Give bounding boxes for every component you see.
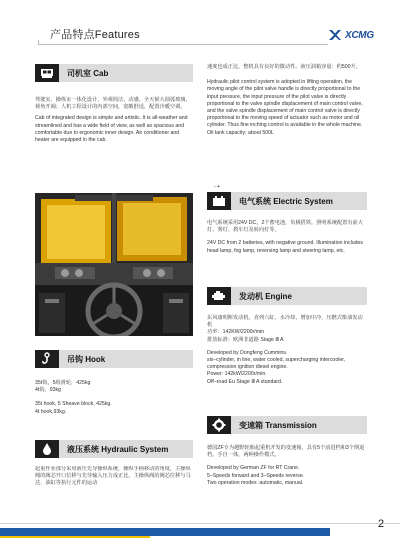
hook-banner — [35, 350, 193, 368]
page-title: 产品特点Features — [50, 29, 140, 41]
hook-icon — [41, 352, 53, 366]
cab-interior-photo — [35, 193, 193, 336]
transmission-en-line-1: Developed by German ZF for RT Crane. — [207, 465, 300, 472]
transmission-title: 变速箱 Transmission — [239, 420, 317, 430]
engine-en-line-1: Developed by Dongfeng Cummins. — [207, 349, 288, 356]
transmission-en-line-2: 5–Speeds forward and 3–Speeds reverse. — [207, 472, 305, 479]
engine-en-line-2: six–cylinder, in line, water cooled, supercharging intercooler, compression ignition diesel engine. — [207, 357, 346, 371]
electric-zh-text: 电气系统采用24V DC，2个蓄电池，负极搭铁。照明系统配置有前大灯、雾灯、刹车灯及转向灯等。 — [207, 220, 363, 234]
electric-badge — [207, 192, 231, 210]
engine-en-line-3: Power: 142kW/2200r/min. — [207, 371, 267, 378]
transmission-en-line-3: Two operation modes :automatic, manual. — [207, 479, 304, 486]
hydraulic-zh-tail: 速度也成正比，整机具有良好的微动性。液压油箱容量：约500升。 — [207, 64, 361, 70]
engine-zh-line-1: 东风康明斯发动机，直列六缸、水冷却、增加中冷，压燃式柴油发动机 — [207, 315, 363, 329]
engine-zh-line-2: 功率：142KW/2200r/min — [207, 329, 265, 336]
footer-rule — [0, 523, 400, 524]
hook-en-line-2: 4t hook,93kg. — [35, 408, 67, 415]
cab-badge — [35, 64, 59, 82]
engine-text-block — [207, 315, 367, 386]
transmission-badge — [207, 416, 231, 434]
hydraulic-zh-text: 起重作业部分采用液压先导操纵系统，操纵手柄移动的角度，主操纵阀的阀芯开口位移与先导输入压力成正比，主操纵阀的阀芯位移与马达、油缸等执行元件的运动 — [35, 466, 191, 487]
hook-text-block — [35, 380, 193, 416]
cab-title: 司机室 Cab — [67, 68, 109, 78]
gear-icon — [212, 418, 226, 432]
cab-zh-text: 驾驶室、操纵室一体化设计，外观简洁、动感。全天候大圆弧玻璃，视角开阔；人机工程设计的内部空间，宽敞舒适，配置冷暖空调。 — [35, 97, 191, 111]
footer-yellow-band — [0, 536, 150, 538]
electric-title: 电气系统 Electric System — [239, 196, 333, 206]
battery-icon — [212, 195, 226, 207]
hook-zh-line-1: 35t钩，5组滑轮，425kg — [35, 380, 91, 386]
engine-banner — [207, 287, 367, 305]
engine-badge — [207, 287, 231, 305]
battery-polarity-label: - + — [214, 184, 220, 190]
hydraulic-badge — [35, 440, 59, 458]
logo-text: XCMG — [345, 29, 374, 41]
cab-banner — [35, 64, 193, 82]
hydraulic-banner — [35, 440, 193, 458]
cab-interior-illustration — [35, 193, 193, 336]
engine-icon — [212, 290, 226, 302]
transmission-text-block — [207, 445, 367, 487]
oil-drop-icon — [41, 442, 53, 456]
electric-banner — [207, 192, 367, 210]
brand-logo — [328, 27, 380, 43]
engine-title: 发动机 Engine — [239, 291, 292, 301]
hydraulic-title: 液压系统 Hydraulic System — [67, 444, 169, 454]
crane-cab-icon — [40, 67, 54, 79]
engine-zh-line-3: 排放标准：欧洲非道路 Stage Ⅲ A — [207, 336, 284, 343]
cab-text-block — [35, 97, 193, 144]
hydraulic-en-text: Hydraulic pilot control system is adopted in lifting operation, the moving angle of the pilot valve handle is directly proportional to the input pressure, the input pressure of the pilot valve is directly proportional to the valve spindle displacement of main control valve, and the valve spindle displacement of main control valve is directly proportional to the moving speed of actuator such as motor and oil cylinder. Thus fine inching control is available in the whole machine. — [207, 79, 363, 129]
footer-blue-band — [0, 528, 330, 536]
engine-en-line-4: Off–road Eu Stage Ⅲ A standard. — [207, 378, 283, 385]
hook-badge — [35, 350, 59, 368]
hydraulic-en-tail: Oil tank capacity: about 500L — [207, 129, 274, 136]
hook-en-line-1: 35t hook, 5 Sheave block, 425kg. — [35, 401, 112, 408]
hook-zh-line-2: 4t钩，93kg — [35, 387, 61, 394]
electric-text-block — [207, 220, 367, 255]
hook-title: 吊钩 Hook — [67, 354, 106, 364]
cab-en-text: Cab of integrated design is simple and artistic. It is all-weather and streamlined and has a wide field of view, as well as spacious and comfortable due to ergonomic inner design. Air conditioner and heater are equipped in the cab. — [35, 115, 188, 144]
hydraulic-continuation — [207, 64, 367, 137]
page-number: 2 — [378, 518, 385, 530]
header-rule — [38, 44, 328, 45]
electric-en-text: 24V DC from 2 batteries, with negative ground. Illumination includes head lamp, fog lamp, reversing lamp and steering lamp, etc. — [207, 240, 363, 254]
transmission-banner — [207, 416, 367, 434]
xcmg-logo-icon — [328, 28, 342, 42]
transmission-zh-text: 德国ZF专为越野轮胎起重机开发的变速箱，具有5个前进档和3个倒退档。手自一体，两种操作模式。 — [207, 445, 365, 459]
hydraulic-zh-text-left — [35, 466, 193, 488]
